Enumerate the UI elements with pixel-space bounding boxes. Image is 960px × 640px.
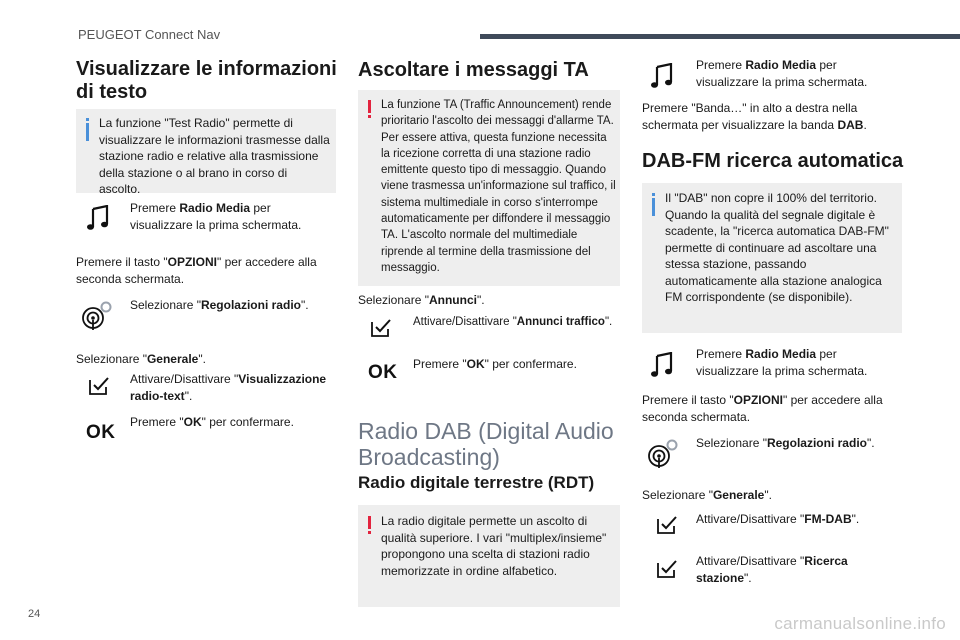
col3-step3: Premere Radio Media per visualizzare la prima schermata.	[696, 347, 868, 378]
col3-step4: Premere il tasto "OPZIONI" per accedere alla seconda schermata.	[642, 393, 883, 424]
col2-step1: Selezionare "Annunci".	[358, 293, 485, 307]
col2-step3: Premere "OK" per confermare.	[413, 357, 577, 371]
ok-icon: OK	[86, 422, 116, 443]
checkbox-icon	[370, 318, 392, 338]
watermark: carmanualsonline.info	[774, 614, 946, 633]
col2-warn2-text: La radio digitale permette un ascolto di qualità superiore. I vari "multiplex/insieme" propongono una scelta di stazioni radio memorizzate in ordine alfabetico.	[381, 514, 607, 578]
radio-settings-icon	[646, 436, 680, 470]
col2-warn2-box	[358, 505, 620, 607]
col3-step6: Selezionare "Generale".	[642, 488, 772, 502]
col2-sub-title: Radio digitale terrestre (RDT)	[358, 473, 595, 492]
col1-info-box	[76, 109, 336, 196]
col1-step1: Premere Radio Media per visualizzare la prima schermata.	[130, 201, 302, 232]
col2-big-title: Radio DAB (Digital Audio Broadcasting)	[358, 418, 614, 470]
col3-title: DAB-FM ricerca automatica	[642, 150, 904, 172]
ok-icon: OK	[368, 362, 398, 383]
page-number: 24	[28, 608, 41, 620]
col2-warn-text: La funzione TA (Traffic Announcement) rende prioritario l'ascolto dei messaggi d'allarme TA. Per essere attiva, questa funzione necessita la ricezione corretta di una stazione radio emittente questo tipo di messaggio. Quando viene trasmessa un'informazione sul traffico, il sistema multimediale in corso s'interrompe automaticamente per diffondere il messaggio TA. L'ascolto normale del multimediale riprende al termine della trasmissione del messaggio.	[381, 99, 616, 274]
checkbox-icon	[656, 559, 678, 579]
checkbox-icon	[656, 515, 678, 535]
info-icon	[652, 193, 655, 196]
col1-step2: Premere il tasto "OPZIONI" per accedere alla seconda schermata.	[76, 255, 317, 286]
col1-step3: Selezionare "Regolazioni radio".	[130, 298, 309, 312]
radio-settings-icon	[80, 298, 114, 332]
warning-icon	[368, 100, 371, 113]
col3-step5: Selezionare "Regolazioni radio".	[696, 436, 875, 450]
music-note-icon	[650, 63, 674, 89]
col1-title: Visualizzare le informazioni di testo	[76, 58, 337, 103]
info-icon	[86, 118, 89, 121]
col1-step5: Attivare/Disattivare "Visualizzazione radio-text".	[130, 372, 327, 403]
col1-info-text: La funzione "Test Radio" permette di visualizzare le informazioni trasmesse dalla stazione radio e relative alla trasmissione della stazione o al brano in corso di ascolto.	[99, 116, 330, 196]
col3-step1: Premere Radio Media per visualizzare la prima schermata.	[696, 58, 868, 89]
warning-icon	[368, 516, 371, 529]
col3-step8: Attivare/Disattivare "Ricerca stazione".	[696, 554, 848, 585]
col3-step7: Attivare/Disattivare "FM-DAB".	[696, 512, 860, 526]
col2-warn-box	[358, 90, 620, 286]
col3-info-box	[642, 183, 902, 333]
music-note-icon	[650, 352, 674, 378]
header-title: PEUGEOT Connect Nav	[78, 27, 221, 42]
col2-step2: Attivare/Disattivare "Annunci traffico".	[413, 316, 613, 328]
col2-title: Ascoltare i messaggi TA	[358, 59, 589, 81]
col3-info-text: Il "DAB" non copre il 100% del territorio. Quando la qualità del segnale digitale è scadente, la "ricerca automatica DAB-FM" permette di continuare ad ascoltare una stessa stazione, passando automaticamente alla stazione analogica FM corrispondente (se disponibile).	[665, 191, 889, 304]
col1-step4: Selezionare "Generale".	[76, 352, 206, 366]
header-bar	[480, 34, 960, 39]
col1-step6: Premere "OK" per confermare.	[130, 415, 294, 429]
music-note-icon	[86, 205, 110, 231]
checkbox-icon	[88, 376, 110, 396]
col3-step2: Premere "Banda…" in alto a destra nella schermata per visualizzare la banda DAB.	[642, 101, 867, 132]
